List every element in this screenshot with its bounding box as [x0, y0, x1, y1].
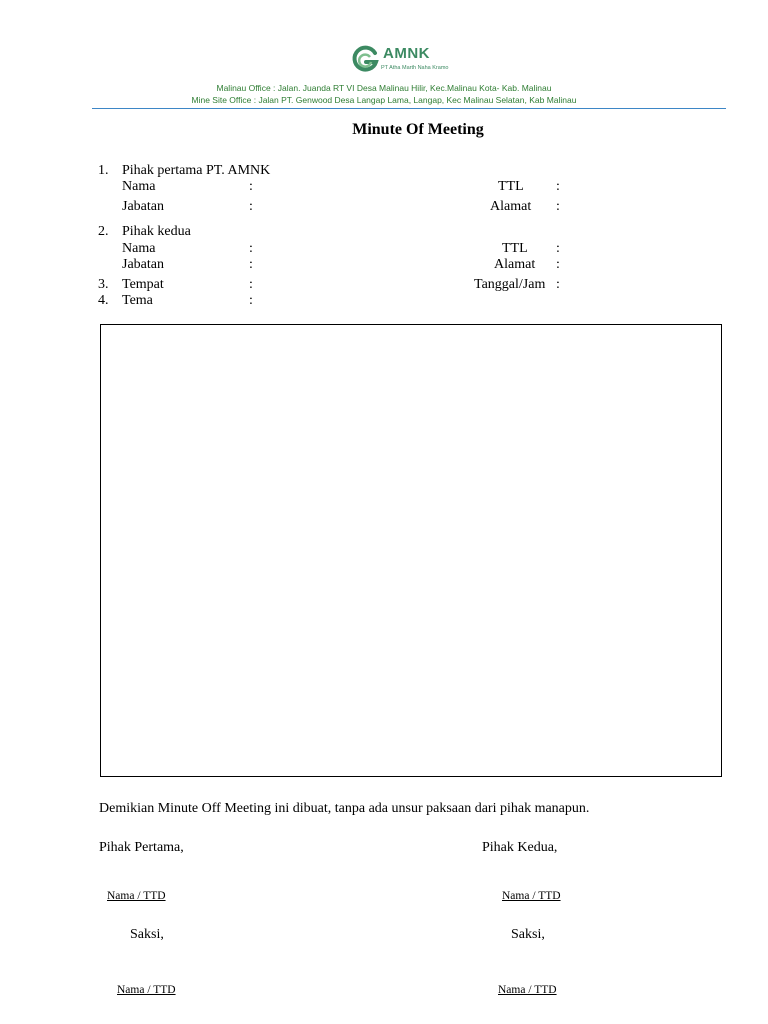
party-two-signature-line: Nama / TTD	[502, 890, 561, 902]
logo-brand-text: AMNK	[383, 45, 430, 62]
section-3-number: 3.	[98, 277, 109, 292]
site-address: Mine Site Office : Jalan PT. Genwood Desa Langap Lama, Langap, Kec Malinau Selatan, Kab Malinau	[191, 95, 577, 105]
closing-statement: Demikian Minute Off Meeting ini dibuat, tanpa ada unsur paksaan dari pihak manapun.	[99, 801, 590, 816]
party1-nama-colon: :	[249, 179, 253, 194]
logo-company-text: PT Atha Marth Naha Kramo	[381, 65, 449, 71]
tanggal-jam-colon: :	[556, 277, 560, 292]
party2-alamat-colon: :	[556, 257, 560, 272]
party-two-label: Pihak Kedua,	[482, 840, 558, 855]
section-4-number: 4.	[98, 293, 109, 308]
tanggal-jam-label: Tanggal/Jam	[474, 277, 546, 292]
tempat-colon: :	[249, 277, 253, 292]
amnk-logo-icon	[350, 44, 380, 74]
party1-alamat-label: Alamat	[490, 199, 532, 214]
witness-one-label: Saksi,	[130, 927, 164, 942]
party1-ttl-label: TTL	[498, 179, 524, 194]
party2-jabatan-colon: :	[249, 257, 253, 272]
party2-nama-label: Nama	[122, 241, 156, 256]
tema-colon: :	[249, 293, 253, 308]
party1-jabatan-colon: :	[249, 199, 253, 214]
section-2-heading: Pihak kedua	[122, 224, 191, 239]
meeting-notes-box[interactable]	[100, 324, 722, 777]
party2-nama-colon: :	[249, 241, 253, 256]
party2-alamat-label: Alamat	[494, 257, 536, 272]
section-1-number: 1.	[98, 163, 109, 178]
section-2-number: 2.	[98, 224, 109, 239]
party1-jabatan-label: Jabatan	[122, 199, 164, 214]
party2-jabatan-label: Jabatan	[122, 257, 164, 272]
party1-ttl-colon: :	[556, 179, 560, 194]
party2-ttl-label: TTL	[502, 241, 528, 256]
witness-two-label: Saksi,	[511, 927, 545, 942]
tema-label: Tema	[122, 293, 153, 308]
party2-ttl-colon: :	[556, 241, 560, 256]
section-1-heading: Pihak pertama PT. AMNK	[122, 163, 271, 178]
letterhead-divider	[92, 108, 726, 109]
page-title: Minute Of Meeting	[352, 121, 484, 138]
witness-two-signature-line: Nama / TTD	[498, 984, 557, 996]
party-one-label: Pihak Pertama,	[99, 840, 184, 855]
office-address: Malinau Office : Jalan. Juanda RT VI Desa Malinau Hilir, Kec.Malinau Kota- Kab. Malinau	[216, 83, 552, 93]
party-one-signature-line: Nama / TTD	[107, 890, 166, 902]
witness-one-signature-line: Nama / TTD	[117, 984, 176, 996]
party1-nama-label: Nama	[122, 179, 156, 194]
tempat-label: Tempat	[122, 277, 164, 292]
party1-alamat-colon: :	[556, 199, 560, 214]
